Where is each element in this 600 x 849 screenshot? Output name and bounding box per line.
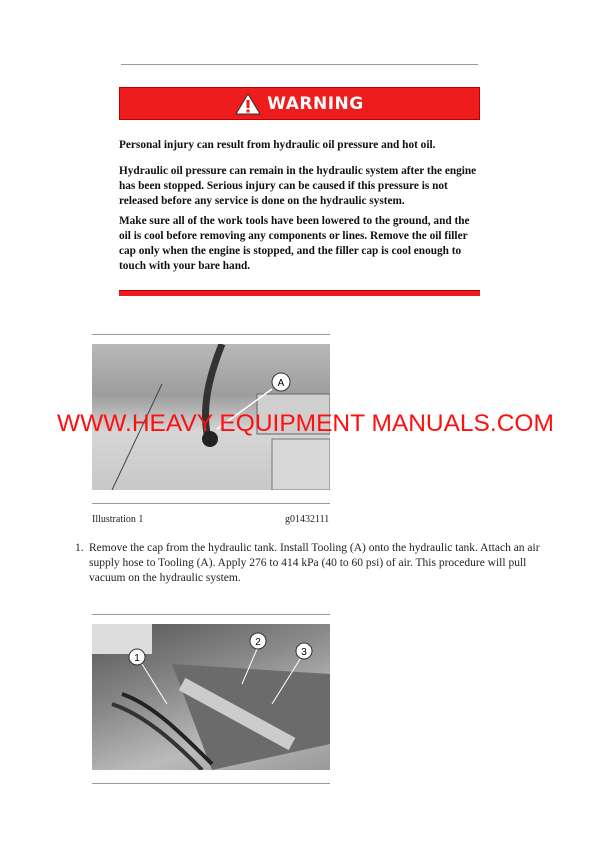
track-hoses-photo: [92, 624, 330, 770]
step-number: 1.: [75, 542, 84, 554]
warning-paragraph-3: Make sure all of the work tools have been lowered to the ground, and the oil is cool before removing any components or lines. Remove the oil filler cap only when the engine is stopped, and the filler cap is cool enough to touch with your bare hand.: [119, 215, 470, 272]
illustration-1-bottom-rule: [92, 503, 330, 504]
warning-banner: [119, 87, 480, 120]
illustration-1-id: g01432111: [285, 514, 330, 525]
illustration-2-bottom-rule: [92, 783, 330, 784]
warning-title: WARNING: [267, 93, 364, 114]
callout-3: 3: [301, 647, 307, 658]
warning-paragraph-2: Hydraulic oil pressure can remain in the hydraulic system after the engine has been stopped. Serious injury can be caused if this pressure is not released before any service is done on the hydraulic system.: [119, 165, 477, 207]
illustration-1-top-rule: [92, 334, 330, 335]
warning-bottom-bar: [119, 290, 480, 296]
warning-triangle-icon: [235, 93, 261, 115]
callout-2: 2: [255, 637, 261, 648]
top-divider: [121, 64, 478, 65]
callout-1: 1: [134, 653, 140, 664]
watermark: WWW.HEAVY EQUIPMENT MANUALS.COM: [57, 410, 554, 437]
step-1: [75, 541, 545, 586]
step-text: Remove the cap from the hydraulic tank. Install Tooling (A) onto the hydraulic tank. Attach an air supply hose to Tooling (A). Apply 276 to 414 kPa (40 to 60 psi) of air. This procedure will pull vacuum on the hydraulic system.: [89, 542, 540, 584]
illustration-2-photo: [92, 624, 330, 770]
illustration-1-label: Illustration 1: [92, 514, 144, 525]
warning-paragraph-1: Personal injury can result from hydraulic oil pressure and hot oil.: [119, 139, 436, 151]
callout-a: A: [277, 378, 285, 389]
illustration-2-top-rule: [92, 614, 330, 615]
